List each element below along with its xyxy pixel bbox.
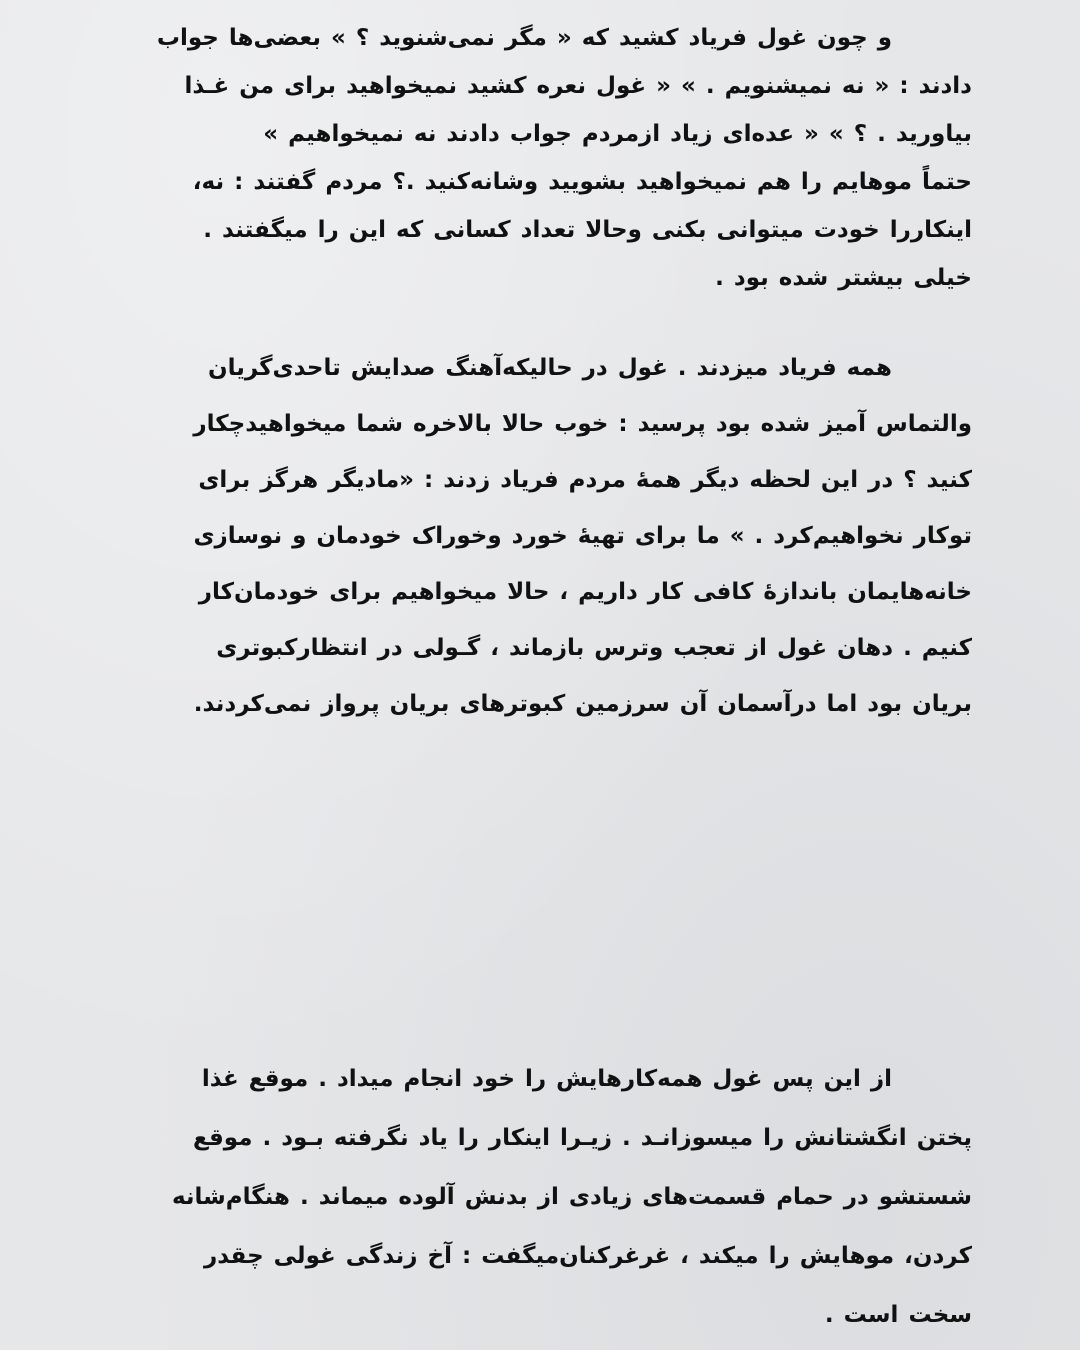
text-line: همه فریاد میزدند . غول در حالیکه‌آهنگ صدایش تاحدی‌گریان	[207, 355, 892, 381]
text-line: سخت است .	[824, 1302, 972, 1328]
paragraph-1	[140, 14, 972, 302]
text-line: دادند : « نه نمیشنویم . » « غول نعره کشید نمیخواهید برای من غـذا	[184, 73, 972, 99]
text-line: اینکاررا خودت میتوانی بکنی وحالا تعداد کسانی که این را میگفتند .	[203, 217, 972, 243]
text-line: شستشو در حمام قسمت‌های زیادی از بدنش آلوده میماند . هنگام‌شانه	[171, 1184, 972, 1210]
text-line: توکار نخواهیم‌کرد . » ما برای تهیهٔ خورد وخوراک خودمان و نوسازی	[193, 523, 972, 549]
text-line: بریان بود اما درآسمان آن سرزمین کبوترهای بریان پرواز نمی‌کردند.	[193, 691, 972, 717]
text-line: خانه‌هایمان باندازهٔ کافی کار داریم ، حالا میخواهیم برای خودمان‌کار	[198, 579, 972, 605]
text-line: خیلی بیشتر شده بود .	[715, 265, 972, 291]
text-line: حتماً موهایم را هم نمیخواهید بشویید وشانه‌کنید .؟ مردم گفتند : نه،	[192, 169, 972, 195]
text-line: پختن انگشتانش را میسوزانـد . زیـرا اینکار را یاد نگرفته بـود . موقع	[193, 1125, 972, 1151]
text-line: کنید ؟ در این لحظه دیگر همهٔ مردم فریاد زدند : «مادیگر هرگز برای	[198, 467, 972, 493]
text-line: از این پس غول همه‌کارهایش را خود انجام میداد . موقع غذا	[201, 1066, 892, 1092]
paragraph-3	[140, 1050, 972, 1345]
paragraph-2	[140, 340, 972, 732]
text-line: کنیم . دهان غول از تعجب وترس بازماند ، گـولی در انتظارکبوتری	[216, 635, 972, 661]
text-line: و چون غول فریاد کشید که « مگر نمی‌شنوید ؟ » بعضی‌ها جواب	[156, 25, 892, 51]
text-line: بیاورید . ؟ » « عده‌ای زیاد ازمردم جواب دادند نه نمیخواهیم »	[263, 121, 972, 147]
text-line: کردن، موهایش را میکند ، غرغرکنان‌میگفت : آخ زندگی غولی چقدر	[204, 1243, 972, 1269]
text-line: والتماس آمیز شده بود پرسید : خوب حالا بالاخره شما میخواهیدچکار	[193, 411, 972, 437]
